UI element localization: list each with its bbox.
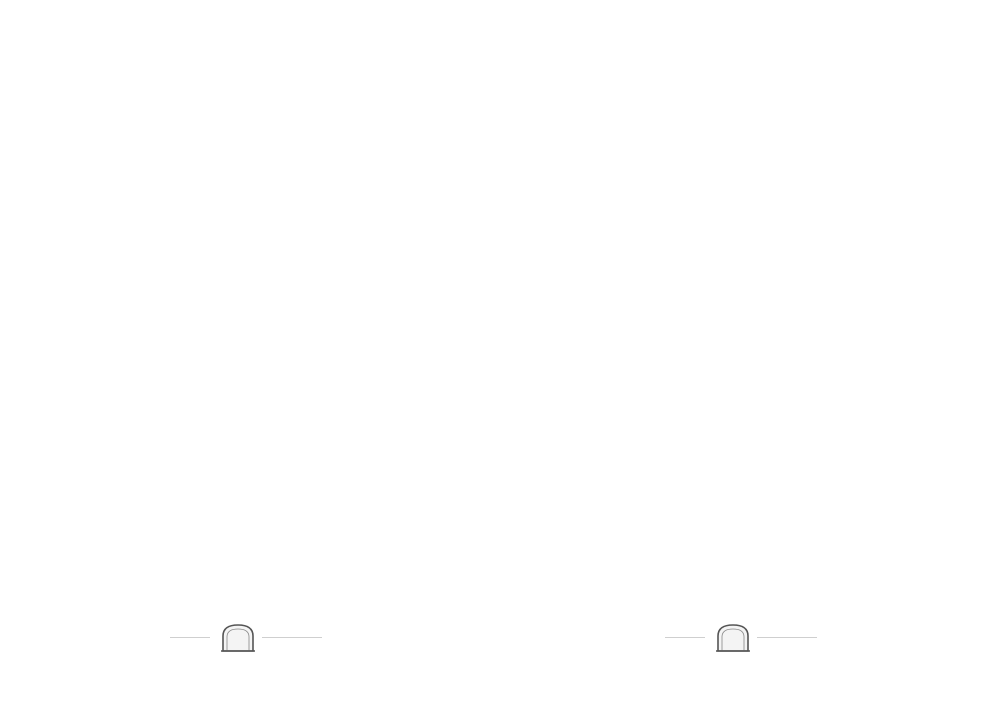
right-page-footer [675, 622, 815, 652]
page-number-badge [220, 622, 256, 652]
page-number-badge [715, 622, 751, 652]
arch-frame-icon [220, 622, 256, 652]
arch-frame-icon [715, 622, 751, 652]
left-page-footer [180, 622, 320, 652]
right-page-body-text [595, 78, 900, 208]
